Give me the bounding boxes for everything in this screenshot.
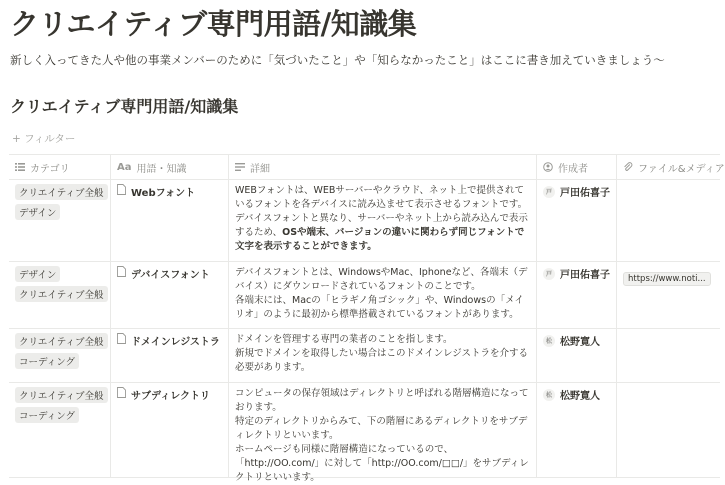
detail-cell[interactable] <box>229 180 537 261</box>
paperclip-icon <box>623 162 633 172</box>
term-title[interactable]: サブディレクトリ <box>131 391 210 402</box>
column-label: カテゴリ <box>30 163 70 175</box>
table-header <box>9 154 725 180</box>
page-icon <box>117 333 126 344</box>
table-row[interactable] <box>9 383 720 483</box>
column-label: 作成者 <box>558 163 588 175</box>
category-tag: クリエイティブ全般 <box>15 333 108 349</box>
files-cell[interactable] <box>617 180 720 261</box>
column-header-term[interactable] <box>111 155 229 179</box>
page-icon <box>117 184 126 195</box>
avatar: 戸 <box>543 268 555 280</box>
add-filter-button[interactable]: + フィルター <box>12 133 76 145</box>
avatar: 松 <box>543 389 555 401</box>
column-label: ファイル&メディア <box>638 163 725 175</box>
column-label: 用語・知識 <box>136 163 187 175</box>
file-link[interactable]: https://www.noti... <box>623 272 711 286</box>
term-title[interactable]: Webフォント <box>131 188 196 199</box>
files-cell[interactable] <box>617 383 720 477</box>
term-title[interactable]: デバイスフォント <box>131 270 210 281</box>
files-cell[interactable] <box>617 329 720 382</box>
author-cell[interactable] <box>537 383 617 477</box>
category-tag: デザイン <box>15 204 60 220</box>
author-name: 松野寛人 <box>560 337 600 348</box>
author-name: 松野寛人 <box>560 391 600 402</box>
database-title[interactable]: クリエイティブ専門用語/知識集 <box>10 97 239 116</box>
detail-cell[interactable] <box>229 262 537 328</box>
column-header-category[interactable] <box>9 155 111 179</box>
detail-text: WEBフォントは、WEBサーバーやクラウド、ネット上で提供されているフォントを各デバイスに読み込ませて表示させるフォントです。デバイスフォントと異なり、サーバーやネット上から読み込んで表示するため、 <box>235 185 528 238</box>
author-name: 戸田佑喜子 <box>560 188 610 199</box>
category-tag: コーディング <box>15 407 79 423</box>
detail-text: デバイスフォントとは、WindowsやMac、Iphoneなど、各端末（デバイス）にダウンロードされているフォントのことです。 各端末には、Macの「ヒラギノ角ゴシック」や、Windowsの「メイリオ」のように最初から標準搭載されているフォントがあります。 <box>235 267 528 320</box>
column-header-author[interactable] <box>537 155 617 179</box>
term-cell[interactable] <box>111 329 229 382</box>
category-tag: クリエイティブ全般 <box>15 387 108 403</box>
category-tag: クリエイティブ全般 <box>15 286 108 302</box>
category-cell[interactable] <box>9 262 111 328</box>
column-header-detail[interactable] <box>229 155 537 179</box>
author-name: 戸田佑喜子 <box>560 270 610 281</box>
category-tag: クリエイティブ全般 <box>15 184 108 200</box>
term-cell[interactable] <box>111 262 229 328</box>
term-cell[interactable] <box>111 180 229 261</box>
detail-text: コンピュータの保存領域はディレクトリと呼ばれる階層構造になっております。 特定のディレクトリからみて、下の階層にあるディレクトリをサブディレクトリといいます。 ホームページも同様に階層構造になっているので、「http://OO.com/」に対して「http://OO.com/□□/」をサブディレクトリといいます。 <box>235 388 529 483</box>
avatar: 松 <box>543 335 555 347</box>
author-cell[interactable] <box>537 180 617 261</box>
page-icon <box>117 266 126 277</box>
column-label: 詳細 <box>250 163 270 175</box>
table-row[interactable] <box>9 329 720 383</box>
author-cell[interactable] <box>537 262 617 328</box>
text-lines-icon <box>235 162 245 172</box>
detail-text: ドメインを管理する専門の業者のことを指します。 新規でドメインを取得したい場合はこのドメインレジストラを介する必要があります。 <box>235 334 528 373</box>
detail-cell[interactable] <box>229 329 537 382</box>
category-tag: デザイン <box>15 266 60 282</box>
author-cell[interactable] <box>537 329 617 382</box>
database-table <box>9 154 725 483</box>
term-title[interactable]: ドメインレジストラ <box>131 337 220 348</box>
avatar: 戸 <box>543 186 555 198</box>
page-icon <box>117 387 126 398</box>
term-cell[interactable] <box>111 383 229 477</box>
table-row[interactable] <box>9 180 720 262</box>
category-cell[interactable] <box>9 383 111 477</box>
detail-bold-text: OSや端末、バージョンの違いに関わらず同じフォントで文字を表示することができます。 <box>235 227 525 252</box>
page-description: 新しく入ってきた人や他の事業メンバーのために「気づいたこと」や「知らなかったこと」はここに書き加えていきましょう〜 <box>10 53 665 67</box>
category-cell[interactable] <box>9 329 111 382</box>
text-property-icon: Aa <box>117 161 132 173</box>
category-cell[interactable] <box>9 180 111 261</box>
column-header-files[interactable] <box>617 155 725 179</box>
table-row[interactable] <box>9 262 720 329</box>
person-icon <box>543 162 553 172</box>
detail-cell[interactable] <box>229 383 537 483</box>
category-tag: コーディング <box>15 353 79 369</box>
page-title: クリエイティブ専門用語/知識集 <box>10 7 417 41</box>
files-cell[interactable] <box>617 262 720 328</box>
list-icon <box>15 162 25 172</box>
